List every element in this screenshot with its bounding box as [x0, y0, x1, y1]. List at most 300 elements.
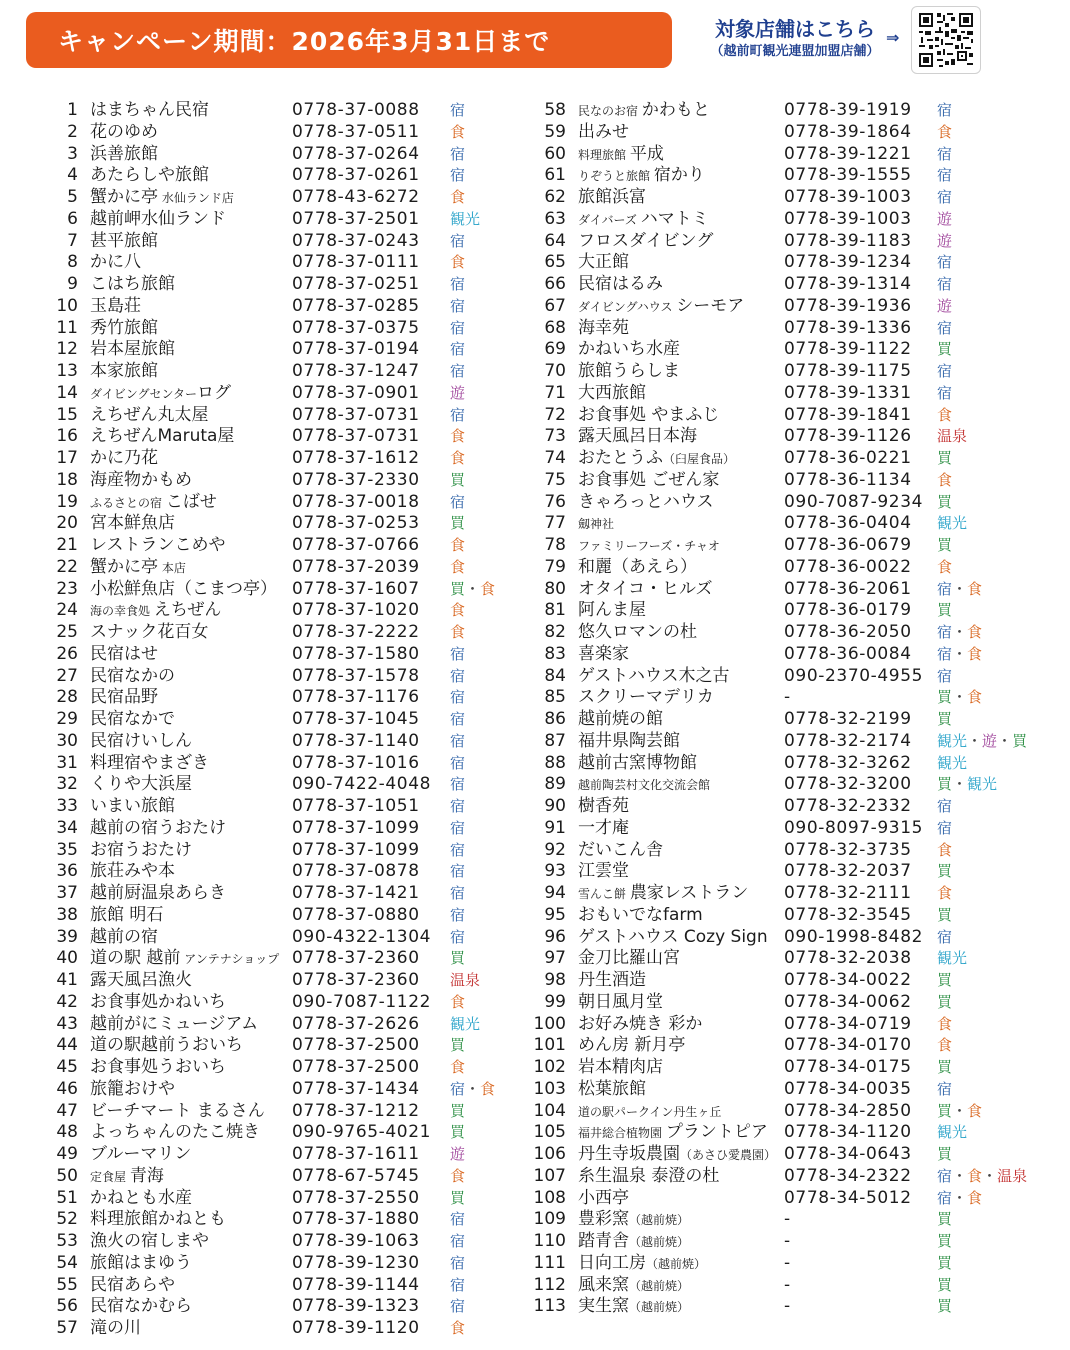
store-row — [38, 187, 518, 209]
store-phone: 0778-37-0285 — [292, 295, 420, 316]
category-separator: ・ — [982, 1166, 998, 1185]
store-number: 70 — [544, 361, 566, 381]
store-phone: - — [784, 1231, 791, 1251]
store-categories — [937, 274, 952, 296]
store-name — [578, 753, 697, 775]
store-name-main: えちぜんMaruta屋 — [90, 426, 235, 447]
store-phone: 0778-37-1578 — [292, 665, 420, 686]
category-sightseeing: 観光 — [937, 514, 968, 533]
store-row — [38, 1101, 518, 1123]
store-row — [526, 383, 1070, 405]
store-categories — [937, 709, 952, 731]
store-row — [526, 753, 1070, 775]
category-stay: 宿 — [450, 818, 466, 837]
store-row — [38, 513, 518, 535]
store-row — [38, 796, 518, 818]
category-food: 食 — [967, 1166, 983, 1185]
store-phone: 0778-37-0731 — [292, 404, 420, 425]
store-categories — [450, 383, 465, 405]
store-name-main: 露天風呂日本海 — [578, 426, 697, 447]
store-phone: 0778-36-2061 — [784, 578, 912, 599]
store-row — [526, 165, 1070, 187]
category-stay: 宿 — [937, 1079, 953, 1098]
store-name-main: 秀竹旅館 — [90, 317, 158, 338]
store-categories — [937, 818, 952, 840]
store-row — [526, 818, 1070, 840]
store-phone: 0778-32-2038 — [784, 948, 912, 969]
category-stay: 宿 — [450, 101, 466, 119]
store-number: 79 — [544, 556, 566, 577]
store-name — [90, 818, 226, 840]
category-food: 食 — [937, 840, 953, 859]
store-row — [526, 405, 1070, 427]
store-phone: - — [784, 1274, 791, 1295]
store-name — [90, 144, 158, 166]
store-name-prefix: ダイビングハウス — [578, 299, 677, 314]
category-food: 食 — [450, 1166, 466, 1185]
store-name — [578, 231, 713, 253]
store-row — [526, 600, 1070, 622]
store-categories — [937, 470, 952, 492]
store-row — [38, 252, 518, 274]
store-categories — [937, 361, 952, 383]
store-name-main: 民宿なかの — [90, 665, 175, 686]
category-stay: 宿 — [937, 797, 953, 815]
store-phone: 0778-37-1020 — [292, 600, 420, 621]
store-row — [526, 492, 1070, 514]
store-phone: 0778-39-1122 — [784, 339, 912, 360]
store-number: 19 — [56, 491, 78, 512]
store-number: 11 — [56, 317, 78, 338]
store-row — [526, 1166, 1070, 1188]
store-name-main: こばせ — [165, 491, 217, 512]
store-phone: 090-7087-1122 — [292, 991, 432, 1012]
store-name-main: 宿かり — [653, 165, 705, 186]
store-name-prefix: 雪んこ餅 — [578, 887, 630, 901]
category-separator: ・ — [952, 1166, 968, 1185]
store-phone: 0778-37-0251 — [292, 274, 420, 294]
category-shopping: 買 — [1012, 731, 1028, 750]
store-number: 111 — [533, 1252, 566, 1273]
store-name — [578, 361, 680, 383]
store-number: 3 — [67, 143, 78, 164]
store-phone: 0778-36-0404 — [784, 513, 912, 534]
store-number: 4 — [67, 165, 78, 186]
store-categories — [937, 753, 967, 775]
store-row — [38, 1253, 518, 1275]
store-categories — [450, 405, 465, 427]
store-number: 46 — [56, 1078, 78, 1099]
store-name-main: 民宿なかで — [90, 709, 175, 729]
store-categories — [450, 1035, 465, 1057]
store-number: 29 — [56, 709, 78, 729]
store-name-main: ゲストハウス Cozy Sign — [578, 926, 768, 947]
category-shopping: 買 — [937, 1297, 953, 1316]
store-categories — [450, 1231, 465, 1253]
category-food: 食 — [967, 1101, 983, 1120]
category-shopping: 買 — [937, 710, 953, 728]
store-phone: 0778-37-1045 — [292, 709, 420, 729]
store-name — [578, 448, 735, 471]
category-stay: 宿 — [450, 1232, 466, 1250]
store-phone: 0778-37-0878 — [292, 861, 420, 882]
store-name — [578, 1209, 689, 1232]
store-categories — [937, 861, 952, 883]
store-categories — [937, 1275, 952, 1297]
category-separator: ・ — [967, 731, 983, 750]
store-number: 97 — [544, 948, 566, 969]
store-name-suffix: （越前焼） — [629, 1235, 690, 1249]
store-row — [526, 231, 1070, 253]
store-name-main: 越前の宿うおたけ — [90, 817, 226, 838]
store-name — [578, 1296, 689, 1319]
store-phone: 0778-37-2626 — [292, 1013, 420, 1034]
store-row — [38, 1275, 518, 1297]
store-name-main: きゃろっとハウス — [578, 491, 714, 512]
store-number: 65 — [544, 252, 566, 273]
store-phone: 0778-39-1003 — [784, 187, 912, 207]
store-row — [38, 1144, 518, 1166]
store-row — [38, 1035, 518, 1057]
store-phone: 0778-37-0253 — [292, 513, 420, 534]
store-row — [526, 1209, 1070, 1231]
store-name — [90, 579, 277, 601]
store-name — [90, 905, 163, 927]
store-name-main: 小松鮮魚店（こまつ亭） — [90, 578, 277, 599]
store-row — [38, 731, 518, 753]
store-categories — [450, 318, 465, 340]
category-stay: 宿 — [937, 166, 953, 185]
store-name-prefix: 越前陶芸村文化交流会館 — [578, 778, 711, 793]
store-categories — [937, 992, 952, 1014]
store-row — [38, 666, 518, 688]
store-categories — [937, 1144, 952, 1166]
store-row — [38, 122, 518, 144]
store-number: 12 — [56, 339, 78, 360]
store-name-main: 越前焼の館 — [578, 709, 663, 729]
store-name-main: 民宿あらや — [90, 1274, 175, 1295]
store-categories — [937, 1101, 982, 1123]
category-sightseeing: 観光 — [937, 949, 968, 968]
store-row — [38, 600, 518, 622]
store-list-right — [526, 100, 1070, 1318]
store-phone: 0778-39-1234 — [784, 252, 912, 273]
store-name — [90, 296, 141, 318]
store-number: 98 — [544, 970, 566, 990]
store-number: 99 — [544, 991, 566, 1012]
store-row — [526, 1101, 1070, 1123]
store-name — [578, 1231, 689, 1254]
store-name — [90, 1209, 226, 1231]
store-phone: 0778-37-1247 — [292, 361, 420, 381]
store-row — [38, 165, 518, 187]
store-number: 8 — [67, 252, 78, 273]
store-name-main: 江雲堂 — [578, 861, 629, 882]
store-phone: 0778-32-3545 — [784, 904, 912, 925]
store-phone: 0778-34-5012 — [784, 1187, 912, 1208]
store-phone: - — [784, 687, 791, 708]
target-stores-link[interactable] — [690, 16, 900, 62]
store-name-main: スナック花百女 — [90, 622, 209, 642]
store-name-main: えちぜん — [153, 600, 222, 621]
store-categories — [450, 709, 465, 731]
category-shopping: 買 — [937, 1145, 953, 1163]
store-name-main: 越前厨温泉あらき — [90, 883, 226, 903]
store-number: 40 — [56, 948, 78, 969]
store-row — [38, 426, 518, 448]
store-name — [90, 883, 226, 905]
store-phone: 090-9765-4021 — [292, 1122, 432, 1143]
store-phone: 0778-34-1120 — [784, 1122, 912, 1143]
store-name-main: 大正館 — [578, 252, 629, 273]
store-row — [526, 100, 1070, 122]
store-row — [526, 535, 1070, 557]
store-name-main: かねとも水産 — [90, 1187, 192, 1208]
store-row — [526, 187, 1070, 209]
category-separator: ・ — [465, 1079, 481, 1098]
category-stay: 宿 — [937, 383, 953, 402]
category-shopping: 買 — [937, 688, 953, 707]
store-categories — [937, 579, 982, 601]
store-phone: 0778-39-1063 — [292, 1231, 420, 1251]
store-categories — [450, 1296, 465, 1318]
store-name — [90, 666, 175, 688]
store-name — [578, 992, 663, 1014]
store-number: 63 — [544, 208, 566, 229]
store-name-suffix: 水仙ランド店 — [158, 191, 234, 205]
store-name-main: いまい旅館 — [90, 796, 175, 816]
store-row — [526, 470, 1070, 492]
store-row — [526, 1057, 1070, 1079]
store-categories — [450, 231, 465, 253]
store-categories — [450, 666, 465, 688]
store-row — [38, 883, 518, 905]
category-stay: 宿 — [937, 818, 953, 837]
store-row — [526, 1188, 1070, 1210]
category-stay: 宿 — [937, 275, 953, 293]
store-name — [90, 709, 175, 731]
category-shopping: 買 — [450, 949, 466, 968]
store-name — [90, 231, 158, 253]
qr-code-svg — [917, 11, 975, 69]
store-number: 10 — [56, 295, 78, 316]
store-name — [90, 948, 279, 971]
store-categories — [937, 622, 982, 644]
store-row — [526, 709, 1070, 731]
store-categories — [937, 318, 952, 340]
store-name-main: 越前岬水仙ランド — [90, 208, 226, 229]
store-row — [38, 405, 518, 427]
store-row — [38, 774, 518, 796]
category-shopping: 買 — [450, 514, 466, 533]
store-categories — [937, 513, 967, 535]
category-activity: 遊 — [937, 209, 953, 228]
category-food: 食 — [967, 623, 983, 641]
store-number: 92 — [544, 839, 566, 860]
store-categories — [450, 187, 465, 209]
store-row — [38, 383, 518, 405]
category-food: 食 — [450, 992, 466, 1011]
store-categories — [450, 1057, 465, 1079]
store-row — [526, 579, 1070, 601]
store-categories — [937, 600, 952, 622]
store-name — [90, 274, 175, 296]
category-stay: 宿 — [450, 840, 466, 859]
store-phone: 0778-37-0261 — [292, 165, 420, 186]
store-categories — [450, 687, 465, 709]
store-categories — [450, 1253, 465, 1275]
store-row — [38, 840, 518, 862]
store-name — [578, 970, 646, 992]
category-shopping: 買 — [937, 340, 953, 359]
store-number: 37 — [56, 883, 78, 903]
store-phone: 090-2370-4955 — [784, 665, 924, 686]
category-separator: ・ — [952, 775, 968, 794]
store-list-left — [38, 100, 518, 1340]
store-number: 13 — [56, 361, 78, 381]
category-stay: 宿 — [450, 492, 466, 511]
store-row — [526, 731, 1070, 753]
category-shopping: 買 — [937, 601, 953, 620]
store-name — [578, 296, 744, 319]
category-food: 食 — [937, 405, 953, 424]
store-row — [38, 992, 518, 1014]
category-food: 食 — [967, 1188, 983, 1207]
store-phone: 0778-39-1864 — [784, 121, 912, 142]
store-phone: 0778-37-0731 — [292, 426, 420, 447]
store-name-main: お食事処うおいち — [90, 1057, 226, 1077]
store-name-main: 漁火の宿しまや — [90, 1231, 209, 1251]
store-name — [90, 1144, 191, 1166]
store-categories — [450, 753, 465, 775]
store-categories — [937, 492, 952, 514]
store-row — [526, 1014, 1070, 1036]
store-name-main: レストランこめや — [90, 535, 226, 555]
store-number: 26 — [56, 643, 78, 664]
store-name — [90, 448, 158, 470]
store-number: 87 — [544, 730, 566, 751]
category-shopping: 買 — [450, 1101, 466, 1120]
store-row — [526, 557, 1070, 579]
category-stay: 宿 — [937, 927, 953, 946]
store-name-main: 旅館はまゆう — [90, 1252, 192, 1273]
store-categories — [450, 905, 465, 927]
store-categories — [450, 600, 465, 622]
store-name — [90, 1035, 243, 1057]
store-row — [38, 622, 518, 644]
store-phone: 0778-37-1880 — [292, 1209, 420, 1230]
store-number: 109 — [533, 1209, 566, 1230]
category-food: 食 — [450, 449, 466, 467]
store-categories — [937, 666, 952, 688]
store-name — [90, 1231, 209, 1253]
store-row — [526, 1275, 1070, 1297]
store-name-suffix: （越前焼） — [629, 1300, 690, 1315]
store-row — [38, 927, 518, 949]
store-phone: 0778-37-0375 — [292, 317, 420, 338]
store-number: 5 — [67, 187, 78, 207]
store-number: 33 — [56, 796, 78, 816]
store-categories — [450, 992, 465, 1014]
category-shopping: 買 — [937, 1275, 953, 1294]
store-number: 51 — [56, 1187, 78, 1208]
store-number: 45 — [56, 1057, 78, 1077]
store-categories — [450, 840, 465, 862]
store-phone: 0778-39-1936 — [784, 295, 912, 316]
store-name-main: 岩本精肉店 — [578, 1057, 663, 1077]
store-name-prefix: 定食屋 — [90, 1169, 130, 1184]
store-row — [38, 1079, 518, 1101]
store-name-prefix: りぞうと旅館 — [578, 169, 654, 184]
store-name-main: お好み焼き 彩か — [578, 1013, 703, 1034]
store-number: 35 — [56, 839, 78, 860]
store-row — [38, 296, 518, 318]
store-categories — [937, 1253, 952, 1275]
store-name — [578, 905, 703, 927]
category-food: 食 — [937, 557, 953, 576]
store-categories — [937, 840, 952, 862]
category-stay: 宿 — [937, 623, 953, 641]
store-name-main: 大西旅館 — [578, 382, 646, 403]
store-number: 50 — [56, 1165, 78, 1186]
store-number: 28 — [56, 687, 78, 708]
store-name — [90, 492, 217, 515]
store-name — [90, 1122, 260, 1144]
store-name — [578, 600, 646, 622]
store-categories — [937, 1057, 952, 1079]
store-number: 49 — [56, 1144, 78, 1164]
store-name-main: プラントピア — [665, 1122, 768, 1143]
category-separator: ・ — [952, 579, 968, 598]
store-categories — [937, 796, 952, 818]
store-name-main: お宿うおたけ — [90, 839, 192, 860]
category-food: 食 — [480, 1079, 496, 1098]
category-stay: 宿 — [450, 710, 466, 728]
category-food: 食 — [937, 1014, 953, 1033]
store-name-suffix: （越前焼） — [646, 1256, 707, 1271]
store-number: 56 — [56, 1296, 78, 1317]
store-categories — [937, 405, 952, 427]
store-categories — [450, 1122, 465, 1144]
store-phone: 0778-39-1230 — [292, 1252, 420, 1273]
store-name-main: 民宿はるみ — [578, 274, 663, 294]
store-name-main: 阿んま屋 — [578, 600, 646, 621]
store-row — [526, 622, 1070, 644]
store-phone: 0778-37-0511 — [292, 121, 420, 142]
store-name-suffix: 本店 — [158, 560, 186, 575]
store-row — [526, 774, 1070, 796]
store-categories — [937, 970, 952, 992]
store-name — [90, 992, 226, 1014]
store-name — [90, 187, 234, 210]
store-name — [578, 1101, 721, 1124]
store-phone: 0778-34-0175 — [784, 1057, 912, 1077]
store-categories — [450, 1144, 465, 1166]
category-separator: ・ — [465, 579, 481, 598]
store-name-main: かに乃花 — [90, 448, 158, 468]
store-categories — [450, 144, 465, 166]
qr-code-icon[interactable] — [911, 6, 981, 74]
store-name — [578, 144, 664, 167]
store-number: 101 — [533, 1035, 566, 1056]
store-phone: 0778-37-0880 — [292, 904, 420, 925]
category-activity: 遊 — [450, 383, 466, 402]
store-row — [526, 905, 1070, 927]
category-stay: 宿 — [450, 318, 466, 337]
category-sightseeing: 観光 — [937, 731, 968, 750]
store-number: 52 — [56, 1209, 78, 1230]
store-phone: 0778-32-2332 — [784, 796, 912, 816]
